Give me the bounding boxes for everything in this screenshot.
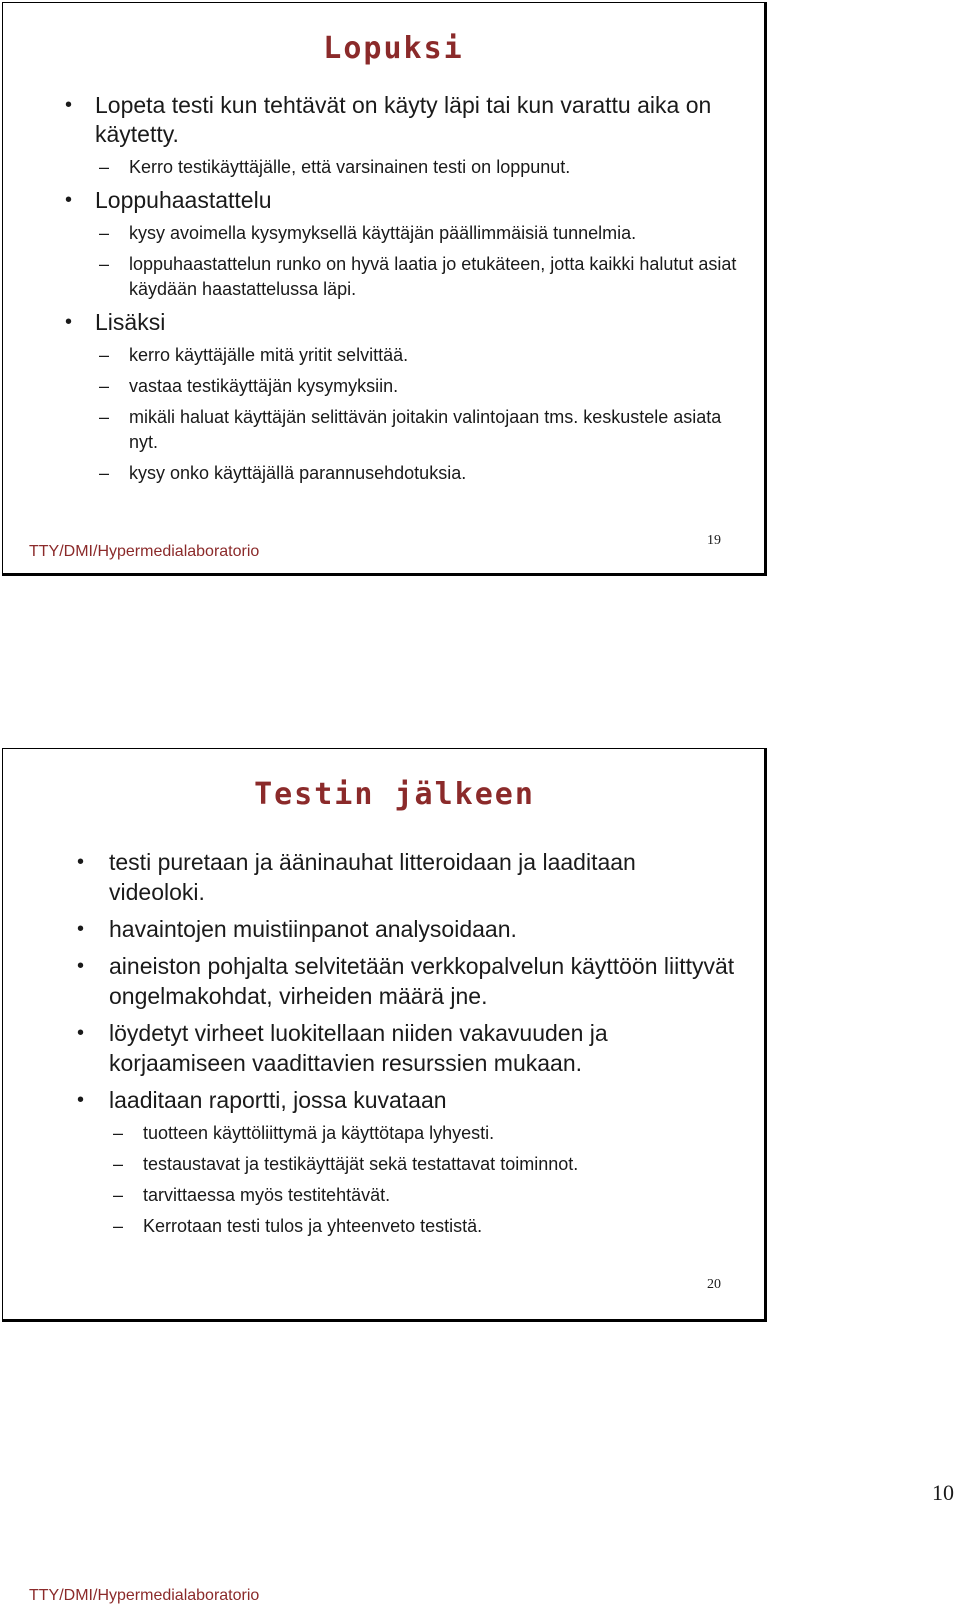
sub-bullet-item bbox=[65, 374, 745, 399]
bullet-text: laaditaan raportti, jossa kuvataan bbox=[109, 1087, 447, 1113]
dash-icon: – bbox=[99, 463, 110, 483]
bullet-item bbox=[77, 847, 737, 907]
bullet-item bbox=[65, 308, 745, 337]
bullet-text: kysy avoimella kysymyksellä käyttäjän päällimmäisiä tunnelmia. bbox=[129, 223, 637, 243]
bullet-text: Lopeta testi kun tehtävät on käyty läpi tai kun varattu aika on käytetty. bbox=[95, 92, 712, 147]
bullet-text: vastaa testikäyttäjän kysymyksiin. bbox=[129, 376, 399, 396]
dash-icon: – bbox=[99, 407, 110, 427]
dash-icon: – bbox=[113, 1154, 124, 1174]
sub-bullet-item bbox=[65, 461, 745, 486]
bullet-text: Kerrotaan testi tulos ja yhteenveto testistä. bbox=[143, 1216, 483, 1236]
slide-number: 19 bbox=[707, 533, 721, 548]
bullet-text: Loppuhaastattelu bbox=[95, 187, 272, 213]
sub-bullet-item bbox=[65, 343, 745, 368]
dash-icon: – bbox=[99, 157, 110, 177]
slide-footer: TTY/DMI/Hypermedialaboratorio bbox=[29, 1587, 260, 1604]
bullet-dot-icon: • bbox=[65, 311, 73, 333]
sub-bullet-item bbox=[65, 221, 745, 246]
slide-bullet-list bbox=[65, 91, 745, 486]
dash-icon: – bbox=[113, 1216, 124, 1236]
bullet-dot-icon: • bbox=[77, 918, 85, 940]
bullet-text: tuotteen käyttöliittymä ja käyttötapa lyhyesti. bbox=[143, 1123, 495, 1143]
bullet-text: löydetyt virheet luokitellaan niiden vakavuuden ja korjaamiseen vaadittavien resurssien mukaan. bbox=[109, 1020, 608, 1076]
slide-number: 20 bbox=[707, 1277, 721, 1292]
bullet-text: kysy onko käyttäjällä parannusehdotuksia. bbox=[129, 463, 467, 483]
dash-icon: – bbox=[113, 1123, 124, 1143]
slide-20 bbox=[2, 748, 767, 1604]
dash-icon: – bbox=[99, 345, 110, 365]
sub-bullet-item bbox=[77, 1152, 737, 1177]
dash-icon: – bbox=[113, 1185, 124, 1205]
bullet-dot-icon: • bbox=[65, 94, 73, 116]
sub-bullet-item bbox=[65, 155, 745, 180]
bullet-item bbox=[65, 186, 745, 215]
bullet-text: kerro käyttäjälle mitä yritit selvittää. bbox=[129, 345, 409, 365]
slide-title: Testin jälkeen bbox=[254, 777, 535, 812]
bullet-text: mikäli haluat käyttäjän selittävän joitakin valintojaan tms. keskustele asiata nyt. bbox=[129, 407, 722, 452]
bullet-item bbox=[77, 951, 737, 1011]
bullet-text: testaustavat ja testikäyttäjät sekä testattavat toiminnot. bbox=[143, 1154, 579, 1174]
bullet-dot-icon: • bbox=[77, 1022, 85, 1044]
page-number: 10 bbox=[932, 1480, 954, 1505]
sub-bullet-item bbox=[65, 405, 745, 455]
bullet-text: Kerro testikäyttäjälle, että varsinainen testi on loppunut. bbox=[129, 157, 571, 177]
slide-19 bbox=[2, 2, 767, 576]
bullet-item bbox=[65, 91, 745, 149]
bullet-text: havaintojen muistiinpanot analysoidaan. bbox=[109, 916, 517, 942]
dash-icon: – bbox=[99, 223, 110, 243]
bullet-dot-icon: • bbox=[77, 1089, 85, 1111]
bullet-item bbox=[77, 1018, 737, 1078]
bullet-dot-icon: • bbox=[65, 189, 73, 211]
bullet-text: aineiston pohjalta selvitetään verkkopalvelun käyttöön liittyvät ongelmakohdat, virheiden määrä jne. bbox=[109, 953, 735, 1009]
bullet-text: testi puretaan ja ääninauhat litteroidaan ja laaditaan videoloki. bbox=[109, 849, 636, 905]
bullet-item bbox=[77, 914, 737, 944]
bullet-dot-icon: • bbox=[77, 851, 85, 873]
slide-footer: TTY/DMI/Hypermedialaboratorio bbox=[29, 543, 260, 560]
bullet-text: tarvittaessa myös testitehtävät. bbox=[143, 1185, 391, 1205]
bullet-text: Lisäksi bbox=[95, 309, 166, 335]
slide-bullet-list bbox=[77, 847, 737, 1239]
sub-bullet-item bbox=[77, 1121, 737, 1146]
bullet-item bbox=[77, 1085, 737, 1115]
dash-icon: – bbox=[99, 376, 110, 396]
sub-bullet-item bbox=[65, 252, 745, 302]
bullet-text: loppuhaastattelun runko on hyvä laatia jo etukäteen, jotta kaikki halutut asiat käydään haastattelussa läpi. bbox=[129, 254, 737, 299]
sub-bullet-item bbox=[77, 1183, 737, 1208]
dash-icon: – bbox=[99, 254, 110, 274]
bullet-dot-icon: • bbox=[77, 955, 85, 977]
sub-bullet-item bbox=[77, 1214, 737, 1239]
slide-title: Lopuksi bbox=[323, 31, 464, 66]
